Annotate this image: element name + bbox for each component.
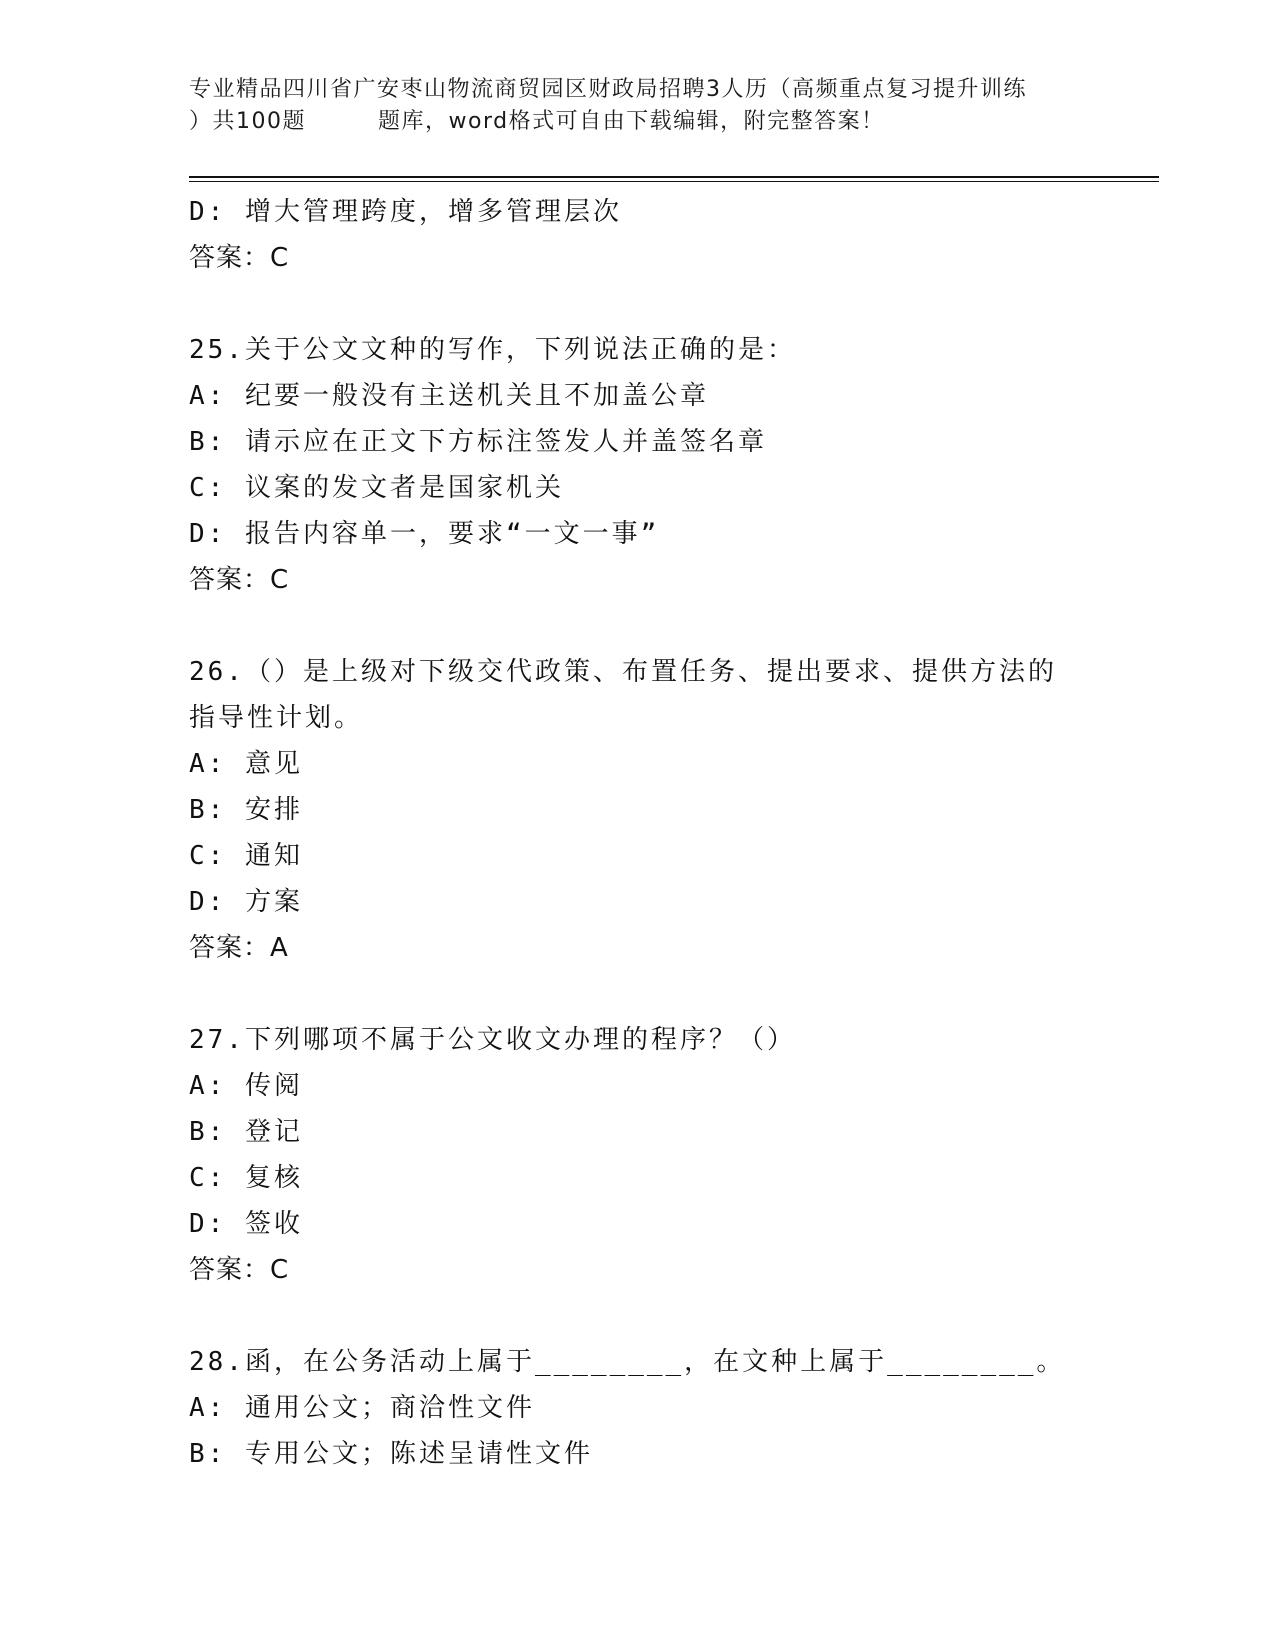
question-26 (189, 649, 1149, 971)
document-header (189, 74, 1089, 138)
option-c: C: 议案的发文者是国家机关 (189, 473, 564, 503)
option-d: D: 方案 (189, 887, 303, 917)
header-line-2 (189, 106, 1089, 138)
question-stem: 27.下列哪项不属于公文收文办理的程序？（） (189, 1025, 796, 1055)
option-d: D: 签收 (189, 1209, 303, 1239)
header-line-2b: 题库，word格式可自由下载编辑，附完整答案！ (378, 109, 885, 134)
header-line-1: 专业精品四川省广安枣山物流商贸园区财政局招聘3人历（高频重点复习提升训练 (189, 77, 1027, 102)
header-divider-thick (189, 176, 1159, 178)
previous-question-fragment (189, 189, 1149, 281)
answer-line: 答案：C (189, 1255, 290, 1285)
option-c: C: 通知 (189, 841, 303, 871)
answer-line: 答案：C (189, 565, 290, 595)
option-b: B: 请示应在正文下方标注签发人并盖签名章 (189, 427, 767, 457)
option-a: A: 纪要一般没有主送机关且不加盖公章 (189, 381, 709, 411)
answer-line: 答案：A (189, 933, 289, 963)
question-25 (189, 327, 1149, 603)
header-divider-thin (189, 181, 1159, 182)
question-27 (189, 1017, 1149, 1293)
option-b: B: 专用公文；陈述呈请性文件 (189, 1439, 593, 1469)
question-list (189, 189, 1149, 1477)
option-a: A: 意见 (189, 749, 303, 779)
question-stem: 26.（）是上级对下级交代政策、布置任务、提出要求、提供方法的指导性计划。 (189, 657, 1057, 733)
question-stem: 25.关于公文文种的写作，下列说法正确的是： (189, 335, 796, 365)
answer-line: 答案：C (189, 243, 290, 273)
question-stem: 28.函，在公务活动上属于________，在文种上属于________。 (189, 1347, 1066, 1377)
question-28 (189, 1339, 1149, 1477)
option-d: D: 报告内容单一，要求“一文一事” (189, 519, 660, 549)
header-line-2a: ）共100题 (189, 109, 306, 134)
option-b: B: 安排 (189, 795, 303, 825)
option-a: A: 传阅 (189, 1071, 303, 1101)
option-c: C: 复核 (189, 1163, 303, 1193)
option-b: B: 登记 (189, 1117, 303, 1147)
option-d: D: 增大管理跨度，增多管理层次 (189, 197, 622, 227)
option-a: A: 通用公文；商洽性文件 (189, 1393, 535, 1423)
